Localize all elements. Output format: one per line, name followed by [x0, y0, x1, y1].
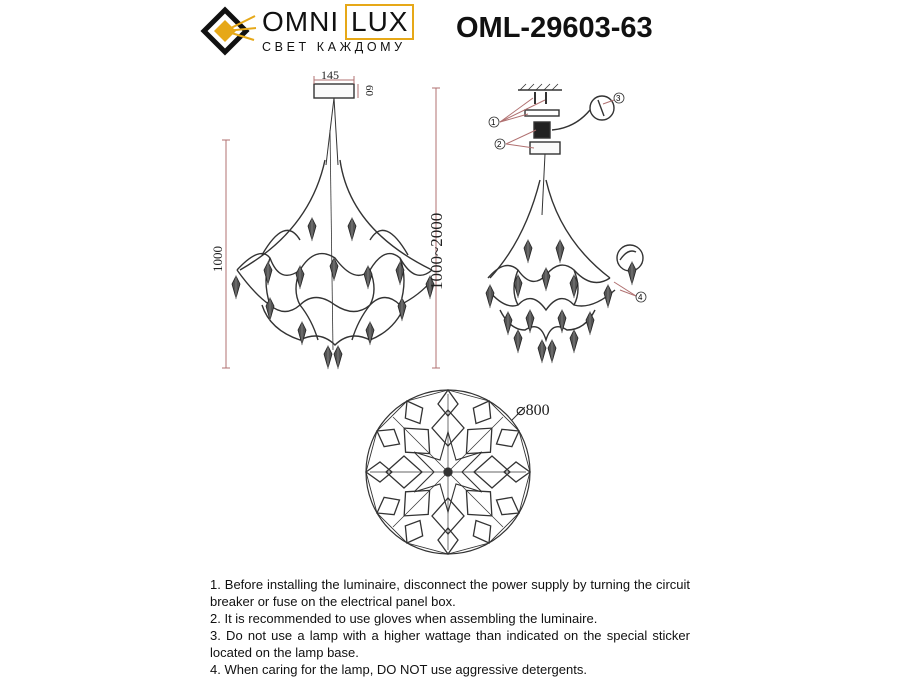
brand-name-lux: LUX	[345, 4, 414, 40]
installation-instructions	[210, 576, 690, 678]
dim-body-height: 1000	[210, 246, 225, 272]
top-view	[366, 390, 530, 554]
instruction-item: 4. When caring for the lamp, DO NOT use aggressive detergents.	[210, 662, 587, 677]
brand-name-omni: OMNI	[262, 6, 340, 37]
product-model-code: OML-29603-63	[456, 12, 653, 44]
instruction-item: 1. Before installing the luminaire, disconnect the power supply by turning the circuit breaker or fuse on the electrical panel box.	[210, 577, 690, 609]
callout-markers	[489, 93, 646, 302]
brand-tagline: СВЕТ КАЖДОМУ	[262, 40, 406, 54]
dim-canopy-height: 60	[363, 85, 375, 96]
callout-4: 4	[638, 293, 643, 302]
dim-canopy-width: 145	[321, 68, 339, 82]
instruction-item: 3. Do not use a lamp with a higher wattage than indicated on the special sticker located on the lamp base.	[210, 628, 690, 660]
side-view-left	[222, 76, 440, 368]
dim-total-height: 1000~2000	[427, 212, 446, 290]
callout-2: 2	[497, 140, 502, 149]
dim-diameter: ⌀800	[516, 402, 550, 419]
right-crystals	[486, 240, 636, 362]
callout-3: 3	[616, 94, 621, 103]
callout-1: 1	[491, 118, 496, 127]
side-view-right	[488, 84, 643, 340]
instruction-item: 2. It is recommended to use gloves when assembling the luminaire.	[210, 611, 598, 626]
